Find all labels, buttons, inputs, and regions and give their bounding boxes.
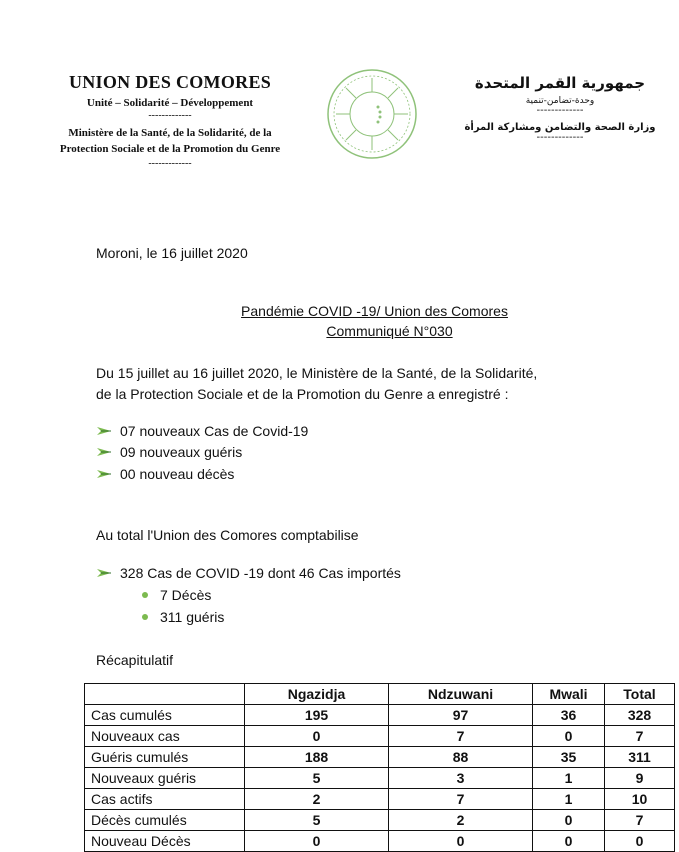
arrow-bullet-icon: [96, 424, 114, 438]
arabic-country-name: جمهورية القمر المتحدة: [474, 74, 646, 92]
arabic-ministry: وزارة الصحة والتضامن ومشاركة المرأة: [464, 122, 656, 133]
table-cell: 0: [533, 810, 605, 831]
table-cell: 328: [605, 705, 675, 726]
table-cell: 1: [533, 789, 605, 810]
recap-label: Récapitulatif: [96, 652, 174, 668]
separator: -------------: [536, 132, 584, 143]
ministry-line-1: Ministère de la Santé, de la Solidarité, de la: [68, 127, 272, 139]
table-cell: 0: [245, 726, 389, 747]
intro-paragraph: [96, 363, 666, 405]
table-cell: 7: [389, 789, 533, 810]
table-cell: 36: [533, 705, 605, 726]
table-row: [85, 726, 675, 747]
table-cell: 7: [605, 810, 675, 831]
table-header: Mwali: [533, 684, 605, 705]
list-item: [142, 587, 211, 603]
row-label: Cas actifs: [85, 789, 245, 810]
table-row: [85, 747, 675, 768]
table-header: [85, 684, 245, 705]
row-label: Décès cumulés: [85, 810, 245, 831]
table-cell: 3: [389, 768, 533, 789]
total-recovered: 311 guéris: [160, 609, 225, 625]
row-label: Nouveaux guéris: [85, 768, 245, 789]
table-header: Total: [605, 684, 675, 705]
table-cell: 188: [245, 747, 389, 768]
table-cell: 0: [245, 831, 389, 852]
row-label: Nouveau Décès: [85, 831, 245, 852]
table-row: [85, 705, 675, 726]
dot-bullet-icon: [142, 614, 148, 620]
list-item: [96, 466, 234, 482]
separator: -------------: [148, 110, 192, 121]
table-cell: 88: [389, 747, 533, 768]
national-seal-icon: [322, 64, 422, 164]
table-cell: 10: [605, 789, 675, 810]
document-title: Pandémie COVID -19/ Union des Comores: [241, 303, 508, 319]
total-intro: Au total l'Union des Comores comptabilise: [96, 527, 359, 543]
letterhead-right: [460, 74, 660, 143]
table-header: Ngazidja: [245, 684, 389, 705]
separator: -------------: [148, 158, 192, 169]
table-cell: 7: [605, 726, 675, 747]
list-item: [96, 423, 308, 439]
daily-deaths: 00 nouveau décès: [120, 466, 235, 482]
table-row: [85, 831, 675, 852]
table-cell: 7: [389, 726, 533, 747]
table-cell: 1: [533, 768, 605, 789]
daily-recovered: 09 nouveaux guéris: [120, 444, 243, 460]
date-line: Moroni, le 16 juillet 2020: [96, 245, 248, 261]
country-name: UNION DES COMORES: [68, 72, 272, 92]
table-row: [85, 810, 675, 831]
intro-line-1: Du 15 juillet au 16 juillet 2020, le Ministère de la Santé, de la Solidarité,: [96, 365, 538, 381]
motto: Unité – Solidarité – Développement: [86, 97, 254, 109]
total-cases: 328 Cas de COVID -19 dont 46 Cas importés: [120, 565, 401, 581]
arrow-bullet-icon: [96, 445, 114, 459]
table-row: [85, 768, 675, 789]
table-cell: 9: [605, 768, 675, 789]
separator: -------------: [536, 105, 584, 116]
communique-number: Communiqué N°030: [326, 323, 453, 339]
row-label: Guéris cumulés: [85, 747, 245, 768]
intro-line-2: de la Protection Sociale et de la Promotion du Genre a enregistré :: [96, 386, 509, 402]
list-item: [96, 444, 242, 460]
daily-new-cases: 07 nouveaux Cas de Covid-19: [120, 423, 309, 439]
table-header-row: [85, 684, 675, 705]
table-cell: 0: [533, 831, 605, 852]
table-cell: 0: [605, 831, 675, 852]
row-label: Cas cumulés: [85, 705, 245, 726]
table-cell: 2: [389, 810, 533, 831]
table-header: Ndzuwani: [389, 684, 533, 705]
total-deaths: 7 Décès: [160, 587, 212, 603]
table-cell: 5: [245, 810, 389, 831]
letterhead-left: [30, 72, 310, 169]
table-cell: 5: [245, 768, 389, 789]
table-cell: 97: [389, 705, 533, 726]
table-cell: 195: [245, 705, 389, 726]
arrow-bullet-icon: [96, 467, 114, 481]
table-cell: 35: [533, 747, 605, 768]
table-cell: 311: [605, 747, 675, 768]
arrow-bullet-icon: [96, 566, 114, 580]
table-row: [85, 789, 675, 810]
list-item: [96, 565, 401, 581]
table-cell: 0: [389, 831, 533, 852]
table-cell: 2: [245, 789, 389, 810]
table-cell: 0: [533, 726, 605, 747]
list-item: [142, 609, 224, 625]
ministry-line-2: Protection Sociale et de la Promotion du Genre: [59, 143, 281, 155]
arabic-motto: وحدة-تضامن-تنمية: [525, 96, 595, 106]
dot-bullet-icon: [142, 592, 148, 598]
recap-table: [84, 683, 675, 852]
row-label: Nouveaux cas: [85, 726, 245, 747]
